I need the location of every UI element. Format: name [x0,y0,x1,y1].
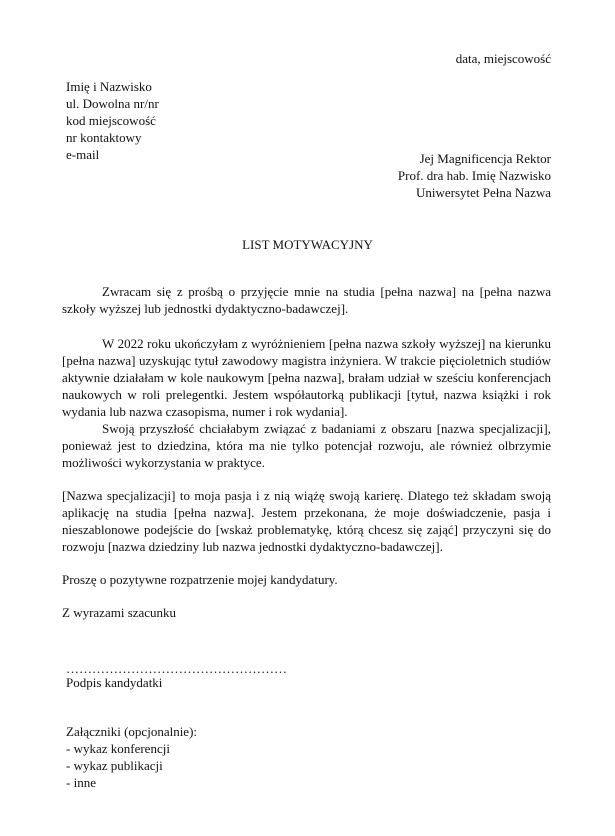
closing-salutation: Z wyrazami szacunku [62,605,177,620]
recipient-line-3: Uniwersytet Pełna Nazwa [415,185,551,200]
letter-title: LIST MOTYWACYJNY [242,237,373,252]
sender-street: ul. Dowolna nr/nr [66,96,159,111]
place-date: data, miejscowość [455,51,551,66]
recipient-line-2: Prof. dra hab. Imię Nazwisko [397,168,551,183]
paragraph-passion: [Nazwa specjalizacji] to moja pasja i z nią wiążę swoją karierę. Dlatego też składam swoją aplikację na studia [pełna nazwa]. Jestem przekonana, że moje doświadczenie, pasja i nieszablonowe podejście do [wskaż problematykę, którą chcesz się zająć] przyczyni się do rozwoju [nazwa dziedziny lub nazwa jednostki dydaktyczno-badawczej]. [62,488,551,554]
recipient-block [398,150,551,201]
attachments-block [66,723,197,791]
attachment-item: - wykaz konferencji [66,741,170,756]
sender-postal: kod miejscowość [66,113,156,128]
sender-email: e-mail [66,147,100,162]
attachment-item: - inne [66,775,96,790]
paragraph-education: W 2022 roku ukończyłam z wyróżnieniem [pełna nazwa szkoły wyższej] na kierunku [pełna nazwa] uzyskując tytuł zawodowy magistra inżyniera. W trakcie pięcioletnich studiów aktywnie działałam w kole naukowym [pełna nazwa], brałam udział w sześciu konferencjach naukowych w roli prelegentki. Jestem współautorką publikacji [tytuł, nazwa książki i rok wydania lub nazwa czasopisma, numer i rok wydania]. [62,336,551,419]
attachments-heading: Załączniki (opcjonalnie): [66,724,198,739]
sender-phone: nr kontaktowy [66,130,142,145]
signature-label: Podpis kandydatki [66,675,163,690]
sender-name: Imię i Nazwisko [66,79,152,94]
recipient-line-1: Jej Magnificencja Rektor [419,151,551,166]
paragraph-request: Zwracam się z prośbą o przyjęcie mnie na studia [pełna nazwa] na [pełna nazwa szkoły wyższej lub jednostki dydaktyczno-badawczej]. [62,284,551,316]
paragraph-closing-request: Proszę o pozytywne rozpatrzenie mojej kandydatury. [62,572,338,587]
sender-block [66,78,159,163]
paragraph-future: Swoją przyszłość chciałabym związać z badaniami z obszaru [nazwa specjalizacji], ponieważ jest to dziedzina, która ma nie tylko potencjał rozwoju, ale również olbrzymie możliwości wykorzystania w praktyce. [62,421,551,470]
attachment-item: - wykaz publikacji [66,758,163,773]
signature-line: …………………………………………… [66,661,287,676]
